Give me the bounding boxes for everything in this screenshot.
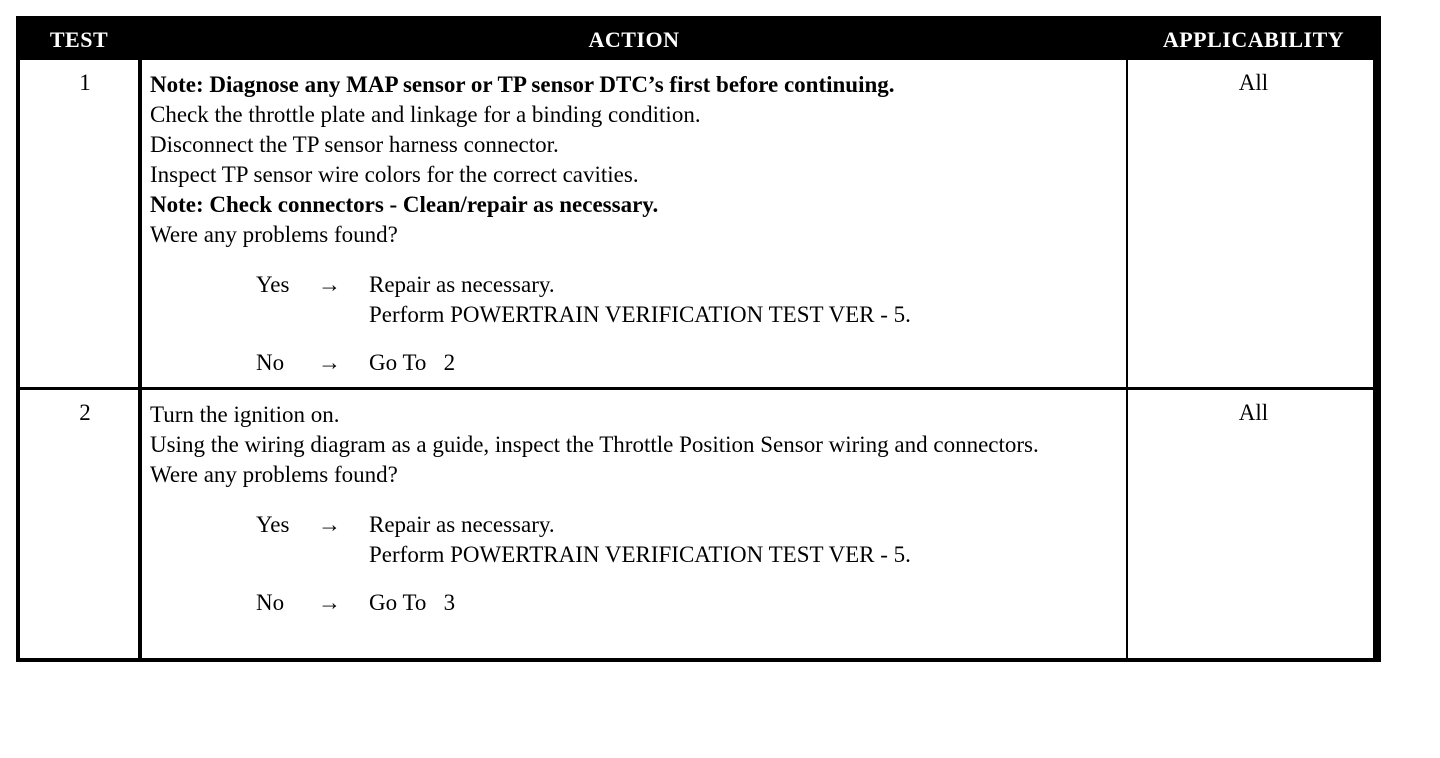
test-number: 1 bbox=[79, 70, 91, 95]
right-arrow-icon: → bbox=[318, 590, 341, 615]
diagnostic-test-table bbox=[16, 16, 1381, 662]
action-line: Inspect TP sensor wire colors for the correct cavities. bbox=[150, 162, 639, 187]
header-test: TEST bbox=[49, 27, 109, 52]
test-number: 2 bbox=[79, 400, 91, 425]
table-row bbox=[20, 60, 1377, 387]
yes-result: Repair as necessary. bbox=[369, 512, 555, 537]
header-applicability: APPLICABILITY bbox=[1162, 27, 1345, 52]
no-result: Go To 3 bbox=[369, 590, 456, 615]
table-row bbox=[20, 390, 1377, 658]
note-line: Note: Check connectors - Clean/repair as necessary. bbox=[150, 192, 659, 217]
action-line: Turn the ignition on. bbox=[150, 402, 340, 427]
yes-result-2: Perform POWERTRAIN VERIFICATION TEST VER - 5. bbox=[369, 542, 911, 567]
applicability-value: All bbox=[1238, 400, 1269, 425]
no-label: No bbox=[256, 590, 285, 615]
note-line: Note: Diagnose any MAP sensor or TP sensor DTC’s first before continuing. bbox=[150, 72, 895, 97]
right-arrow-icon: → bbox=[318, 350, 341, 375]
yes-branch bbox=[150, 510, 1125, 540]
yes-result-continued bbox=[150, 300, 1125, 330]
yes-label: Yes bbox=[256, 272, 290, 297]
yes-label: Yes bbox=[256, 512, 290, 537]
header-action: ACTION bbox=[588, 27, 680, 52]
question-line: Were any problems found? bbox=[150, 462, 398, 487]
action-line: Using the wiring diagram as a guide, inspect the Throttle Position Sensor wiring and connectors. bbox=[150, 432, 1039, 457]
no-branch bbox=[150, 588, 1125, 618]
no-result: Go To 2 bbox=[369, 350, 456, 375]
yes-result: Repair as necessary. bbox=[369, 272, 555, 297]
yes-branch bbox=[150, 270, 1125, 300]
action-cell bbox=[150, 400, 1125, 618]
question-line: Were any problems found? bbox=[150, 222, 398, 247]
table-header bbox=[20, 20, 1377, 60]
action-cell bbox=[150, 70, 1125, 378]
yes-result-2: Perform POWERTRAIN VERIFICATION TEST VER - 5. bbox=[369, 302, 911, 327]
no-branch bbox=[150, 348, 1125, 378]
right-arrow-icon: → bbox=[318, 272, 341, 297]
action-line: Check the throttle plate and linkage for a binding condition. bbox=[150, 102, 701, 127]
yes-result-continued bbox=[150, 540, 1125, 570]
no-label: No bbox=[256, 350, 285, 375]
action-line: Disconnect the TP sensor harness connector. bbox=[150, 132, 559, 157]
right-arrow-icon: → bbox=[318, 512, 341, 537]
applicability-value: All bbox=[1238, 70, 1269, 95]
